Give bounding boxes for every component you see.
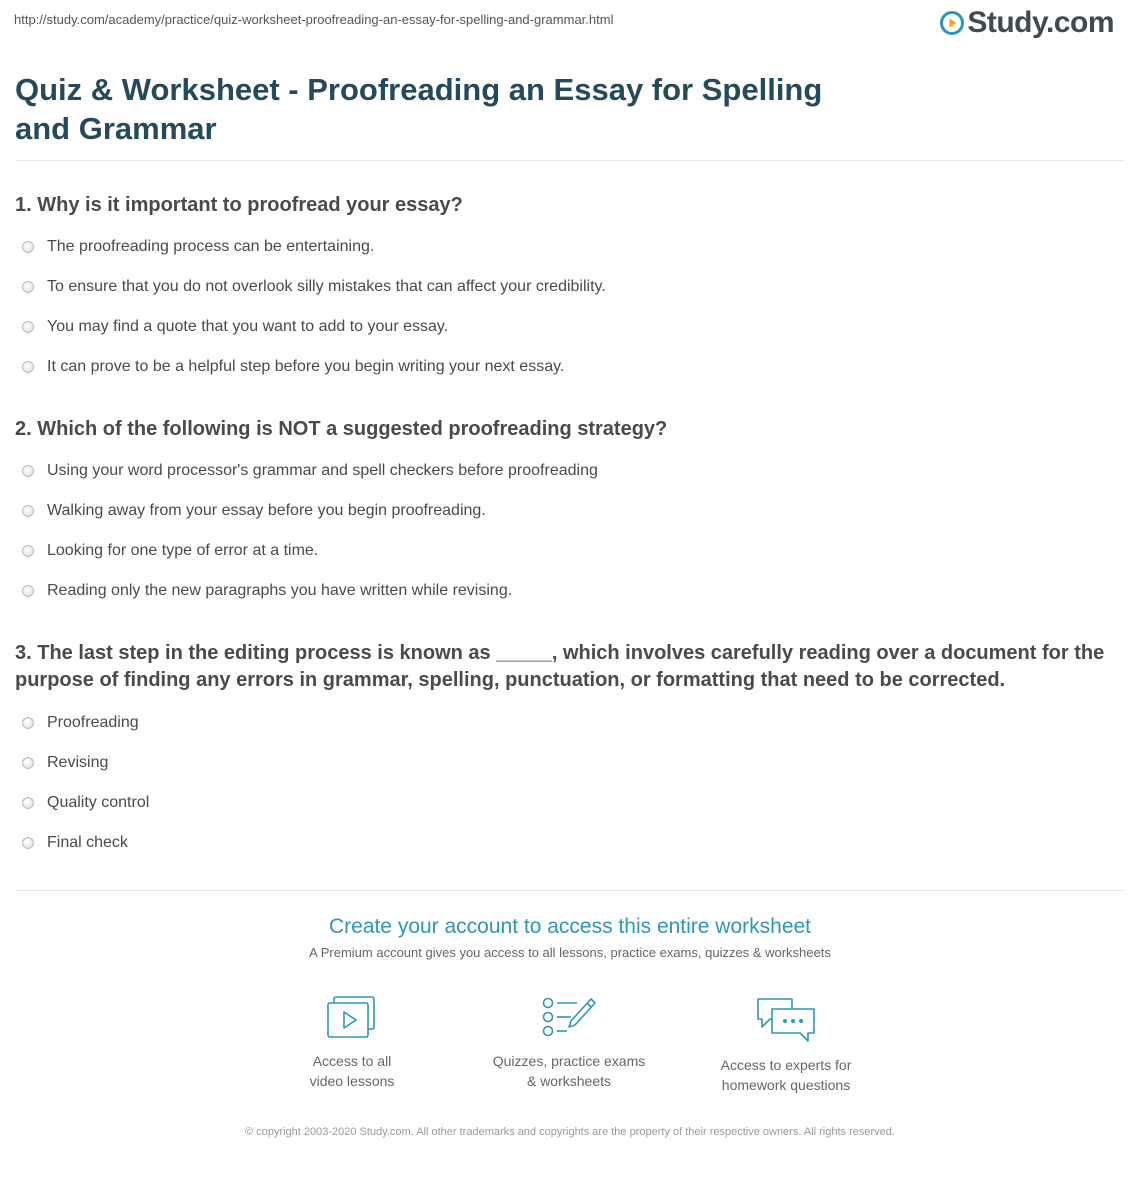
answer-option[interactable]	[22, 227, 606, 267]
answer-option[interactable]	[22, 531, 598, 571]
radio-button[interactable]	[22, 837, 34, 849]
feature-label-line: & worksheets	[526, 1073, 612, 1089]
answer-option[interactable]	[22, 307, 606, 347]
option-label: Revising	[47, 754, 109, 771]
radio-button[interactable]	[22, 545, 34, 557]
answer-option[interactable]	[22, 703, 149, 743]
feature-label-line: Quizzes, practice exams	[492, 1053, 646, 1069]
radio-button[interactable]	[22, 361, 34, 373]
title-divider	[15, 160, 1125, 161]
option-label: Quality control	[47, 794, 150, 811]
quiz-checklist-icon	[541, 995, 597, 1041]
radio-button[interactable]	[22, 241, 34, 253]
answer-option[interactable]	[22, 743, 149, 783]
option-label: Looking for one type of error at a time.	[47, 542, 319, 559]
answer-option[interactable]	[22, 451, 598, 491]
radio-button[interactable]	[22, 717, 34, 729]
feature-label-line: homework questions	[721, 1077, 851, 1093]
answer-option[interactable]	[22, 267, 606, 307]
option-label: To ensure that you do not overlook silly mistakes that can affect your credibility.	[47, 278, 606, 295]
option-label: It can prove to be a helpful step before you begin writing your next essay.	[47, 358, 565, 375]
feature-label-line: video lessons	[309, 1073, 395, 1089]
option-label: Reading only the new paragraphs you have written while revising.	[47, 582, 513, 599]
video-lessons-icon	[326, 995, 378, 1041]
radio-button[interactable]	[22, 321, 34, 333]
answer-option[interactable]	[22, 783, 149, 823]
answer-option[interactable]	[22, 823, 149, 863]
play-logo-icon	[940, 11, 964, 35]
radio-button[interactable]	[22, 465, 34, 477]
study-logo[interactable]	[940, 6, 1114, 40]
feature-experts	[686, 995, 886, 1095]
copyright-text: © copyright 2003-2020 Study.com. All other trademarks and copyrights are the property of their respective owners. All rights reserved.	[245, 1126, 895, 1138]
chat-bubbles-icon	[754, 995, 818, 1045]
question-1-options	[22, 227, 606, 387]
logo-text: Study.com	[967, 6, 1114, 39]
feature-label-line: Access to all	[312, 1053, 392, 1069]
option-label: The proofreading process can be entertaining.	[47, 238, 375, 255]
option-label: Final check	[47, 834, 128, 851]
radio-button[interactable]	[22, 585, 34, 597]
question-2: 2. Which of the following is NOT a suggested proofreading strategy?	[15, 418, 668, 440]
option-label: Proofreading	[47, 714, 139, 731]
feature-video-lessons	[252, 995, 452, 1091]
promo-subtitle: A Premium account gives you access to all lessons, practice exams, quizzes & worksheets	[309, 945, 831, 960]
feature-label-line: Access to experts for	[720, 1057, 852, 1073]
option-label: Using your word processor's grammar and spell checkers before proofreading	[47, 462, 598, 479]
page-url[interactable]: http://study.com/academy/practice/quiz-worksheet-proofreading-an-essay-for-spelling-and-grammar.html	[14, 12, 614, 27]
question-3: 3. The last step in the editing process is known as _____, which involves carefully reading over a document for the purpose of finding any errors in grammar, spelling, punctuation, or formatting that need to be corrected.	[15, 642, 1105, 691]
question-1: 1. Why is it important to proofread your essay?	[15, 194, 463, 216]
question-2-options	[22, 451, 598, 611]
radio-button[interactable]	[22, 505, 34, 517]
feature-quizzes	[469, 995, 669, 1091]
answer-option[interactable]	[22, 347, 606, 387]
radio-button[interactable]	[22, 797, 34, 809]
page-title: Quiz & Worksheet - Proofreading an Essay for Spelling and Grammar	[15, 72, 823, 146]
radio-button[interactable]	[22, 281, 34, 293]
option-label: Walking away from your essay before you begin proofreading.	[47, 502, 486, 519]
create-account-link[interactable]: Create your account to access this entire worksheet	[328, 915, 812, 938]
answer-option[interactable]	[22, 491, 598, 531]
question-3-options	[22, 703, 149, 863]
option-label: You may find a quote that you want to add to your essay.	[47, 318, 449, 335]
radio-button[interactable]	[22, 757, 34, 769]
promo-divider	[15, 890, 1125, 891]
answer-option[interactable]	[22, 571, 598, 611]
